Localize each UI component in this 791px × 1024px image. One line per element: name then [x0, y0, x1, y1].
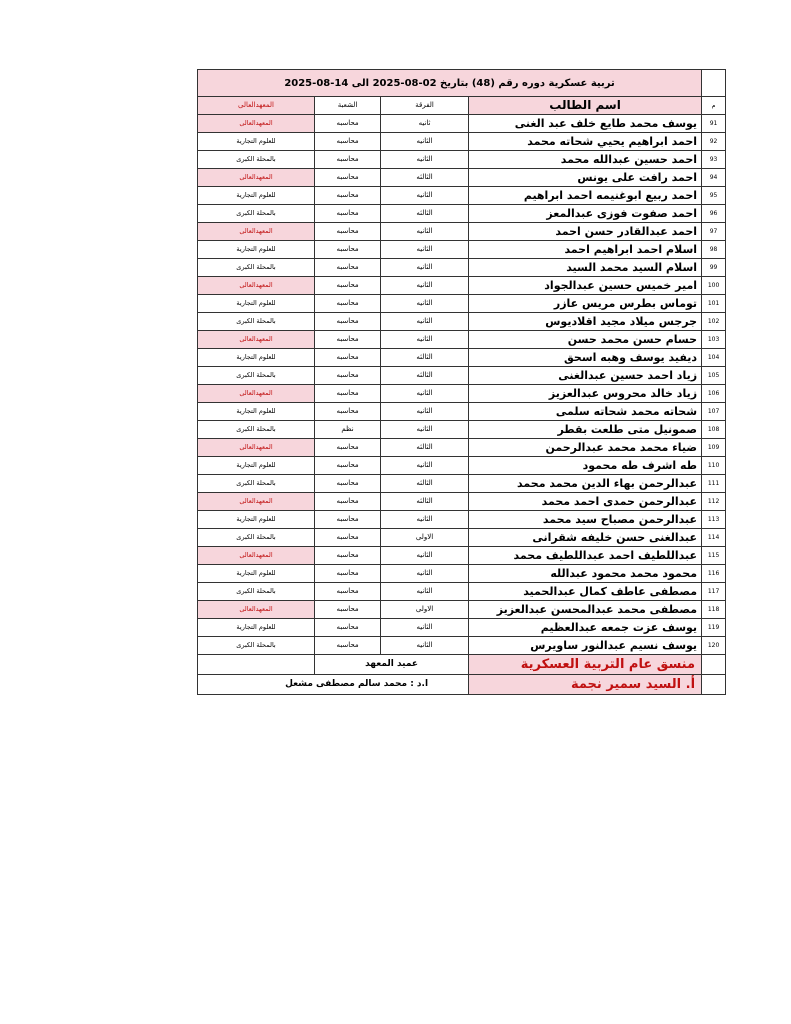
student-row	[198, 565, 726, 583]
student-year: الثانيه	[381, 223, 469, 241]
student-year: ثانيه	[381, 115, 469, 133]
header-year: الفرقة	[381, 97, 469, 115]
student-name: زياد خالد محروس عبدالعزيز	[469, 385, 702, 403]
student-division: محاسبه	[315, 133, 381, 151]
student-name: احمد ربيع ابوغنيمه احمد ابراهيم	[469, 187, 702, 205]
student-num: 118	[702, 601, 726, 619]
title-row	[198, 70, 726, 97]
student-year: الثانيه	[381, 547, 469, 565]
student-num: 104	[702, 349, 726, 367]
header-institute: المعهدالعالى	[198, 97, 315, 115]
footer-row-titles	[198, 655, 726, 675]
student-year: الاولى	[381, 529, 469, 547]
student-row	[198, 439, 726, 457]
student-num: 114	[702, 529, 726, 547]
institute-cell: بالمحلة الكبرى	[198, 259, 315, 277]
student-row	[198, 313, 726, 331]
student-name: محمود محمد محمود عبدالله	[469, 565, 702, 583]
institute-cell: للعلوم التجارية	[198, 403, 315, 421]
student-year: الثانيه	[381, 619, 469, 637]
header-division: الشعبة	[315, 97, 381, 115]
student-num: 110	[702, 457, 726, 475]
student-year: الثانيه	[381, 133, 469, 151]
student-row	[198, 205, 726, 223]
student-year: الثانيه	[381, 403, 469, 421]
institute-cell: بالمحلة الكبرى	[198, 205, 315, 223]
student-year: الثانيه	[381, 565, 469, 583]
student-num: 102	[702, 313, 726, 331]
student-year: الثانيه	[381, 295, 469, 313]
student-division: محاسبه	[315, 637, 381, 655]
coordinator-title: منسق عام التربية العسكرية	[469, 655, 702, 675]
student-name: احمد حسين عبدالله محمد	[469, 151, 702, 169]
student-division: محاسبه	[315, 277, 381, 295]
student-row	[198, 331, 726, 349]
student-division: محاسبه	[315, 547, 381, 565]
student-num: 92	[702, 133, 726, 151]
student-num: 98	[702, 241, 726, 259]
student-division: محاسبه	[315, 439, 381, 457]
student-year: الثالثه	[381, 493, 469, 511]
institute-cell: المعهدالعالى	[198, 601, 315, 619]
institute-cell: بالمحلة الكبرى	[198, 475, 315, 493]
student-year: الثالثه	[381, 349, 469, 367]
institute-cell: المعهدالعالى	[198, 385, 315, 403]
student-year: الثالثه	[381, 475, 469, 493]
student-num: 112	[702, 493, 726, 511]
student-name: عبدالرحمن حمدى احمد محمد	[469, 493, 702, 511]
student-row	[198, 349, 726, 367]
student-row	[198, 169, 726, 187]
student-year: الثالثه	[381, 439, 469, 457]
student-row	[198, 511, 726, 529]
student-division: محاسبه	[315, 475, 381, 493]
student-division: محاسبه	[315, 241, 381, 259]
student-name: حسام حسن محمد حسن	[469, 331, 702, 349]
student-num: 103	[702, 331, 726, 349]
footer-row-names	[198, 675, 726, 695]
student-num: 119	[702, 619, 726, 637]
student-year: الثانيه	[381, 511, 469, 529]
student-division: محاسبه	[315, 349, 381, 367]
student-name: اسلام السيد محمد السيد	[469, 259, 702, 277]
student-division: محاسبه	[315, 205, 381, 223]
student-year: الثانيه	[381, 277, 469, 295]
student-num: 105	[702, 367, 726, 385]
student-num: 107	[702, 403, 726, 421]
institute-cell: المعهدالعالى	[198, 169, 315, 187]
institute-cell: بالمحلة الكبرى	[198, 151, 315, 169]
header-student-name: اسم الطالب	[469, 97, 702, 115]
student-row	[198, 367, 726, 385]
student-row	[198, 151, 726, 169]
student-row	[198, 403, 726, 421]
institute-cell: للعلوم التجارية	[198, 565, 315, 583]
student-year: الثالثه	[381, 169, 469, 187]
header-row	[198, 97, 726, 115]
student-name: عبدالرحمن مصباح سيد محمد	[469, 511, 702, 529]
student-row	[198, 493, 726, 511]
institute-cell: المعهدالعالى	[198, 115, 315, 133]
student-name: عبدالغنى حسن خليفه شقرانى	[469, 529, 702, 547]
student-name: عبدالرحمن بهاء الدين محمد محمد	[469, 475, 702, 493]
student-division: محاسبه	[315, 223, 381, 241]
institute-cell: المعهدالعالى	[198, 331, 315, 349]
student-year: الثانيه	[381, 313, 469, 331]
institute-cell: للعلوم التجارية	[198, 133, 315, 151]
student-division: محاسبه	[315, 619, 381, 637]
dean-name: ا.د : محمد سالم مصطفى مشعل	[198, 675, 469, 695]
student-year: الثانيه	[381, 637, 469, 655]
student-year: الثانيه	[381, 151, 469, 169]
student-name: يوسف محمد طايع خلف عبد الغنى	[469, 115, 702, 133]
institute-cell: المعهدالعالى	[198, 439, 315, 457]
footer-blank-1	[198, 655, 315, 675]
student-row	[198, 421, 726, 439]
student-num: 117	[702, 583, 726, 601]
student-name: مصطفى عاطف كمال عبدالحميد	[469, 583, 702, 601]
student-num: 94	[702, 169, 726, 187]
dean-title: عميد المعهد	[315, 655, 469, 675]
student-name: احمد ابراهيم يحيي شحاته محمد	[469, 133, 702, 151]
student-division: محاسبه	[315, 331, 381, 349]
student-year: الثانيه	[381, 331, 469, 349]
student-name: عبداللطيف احمد عبداللطيف محمد	[469, 547, 702, 565]
student-name: شحاته محمد شحاته سلمى	[469, 403, 702, 421]
student-num: 100	[702, 277, 726, 295]
student-row	[198, 637, 726, 655]
student-name: يوسف عزت جمعه عبدالعظيم	[469, 619, 702, 637]
student-name: امير خميس حسين عبدالجواد	[469, 277, 702, 295]
student-row	[198, 115, 726, 133]
student-division: محاسبه	[315, 367, 381, 385]
student-year: الاولى	[381, 601, 469, 619]
student-num: 93	[702, 151, 726, 169]
student-year: الثالثه	[381, 367, 469, 385]
institute-cell: بالمحلة الكبرى	[198, 421, 315, 439]
footer-corner-2	[702, 675, 726, 695]
student-name: صمونيل متى طلعت بقطر	[469, 421, 702, 439]
student-name: يوسف نسيم عبدالنور ساويرس	[469, 637, 702, 655]
student-year: الثانيه	[381, 421, 469, 439]
student-num: 97	[702, 223, 726, 241]
student-num: 120	[702, 637, 726, 655]
student-row	[198, 187, 726, 205]
student-num: 109	[702, 439, 726, 457]
student-year: الثانيه	[381, 259, 469, 277]
student-roster-table	[197, 69, 726, 695]
student-name: زياد احمد حسين عبدالغنى	[469, 367, 702, 385]
student-rows	[198, 115, 726, 655]
institute-cell: بالمحلة الكبرى	[198, 529, 315, 547]
student-row	[198, 529, 726, 547]
student-division: محاسبه	[315, 151, 381, 169]
institute-cell: بالمحلة الكبرى	[198, 313, 315, 331]
student-num: 108	[702, 421, 726, 439]
student-name: احمد عبدالقادر حسن احمد	[469, 223, 702, 241]
institute-cell: للعلوم التجارية	[198, 187, 315, 205]
student-row	[198, 601, 726, 619]
student-year: الثانيه	[381, 241, 469, 259]
student-division: محاسبه	[315, 295, 381, 313]
student-division: محاسبه	[315, 259, 381, 277]
student-division: محاسبه	[315, 115, 381, 133]
student-num: 96	[702, 205, 726, 223]
title-corner-cell	[702, 70, 726, 97]
student-year: الثانيه	[381, 457, 469, 475]
institute-cell: بالمحلة الكبرى	[198, 637, 315, 655]
institute-cell: للعلوم التجارية	[198, 511, 315, 529]
student-division: محاسبه	[315, 529, 381, 547]
institute-cell: بالمحلة الكبرى	[198, 583, 315, 601]
institute-cell: للعلوم التجارية	[198, 619, 315, 637]
student-row	[198, 619, 726, 637]
student-division: محاسبه	[315, 457, 381, 475]
student-row	[198, 295, 726, 313]
student-name: احمد صفوت فوزى عبدالمعز	[469, 205, 702, 223]
student-num: 95	[702, 187, 726, 205]
student-row	[198, 241, 726, 259]
student-year: الثالثه	[381, 205, 469, 223]
institute-cell: للعلوم التجارية	[198, 349, 315, 367]
student-num: 113	[702, 511, 726, 529]
student-name: اسلام احمد ابراهيم احمد	[469, 241, 702, 259]
student-division: محاسبه	[315, 169, 381, 187]
institute-cell: المعهدالعالى	[198, 547, 315, 565]
student-name: جرجس ميلاد مجيد اقلاديوس	[469, 313, 702, 331]
student-row	[198, 223, 726, 241]
student-name: توماس بطرس مريس عازر	[469, 295, 702, 313]
institute-cell: للعلوم التجارية	[198, 295, 315, 313]
student-year: الثانيه	[381, 583, 469, 601]
student-row	[198, 583, 726, 601]
institute-cell: المعهدالعالى	[198, 277, 315, 295]
institute-cell: المعهدالعالى	[198, 223, 315, 241]
student-row	[198, 259, 726, 277]
student-division: محاسبه	[315, 565, 381, 583]
student-row	[198, 475, 726, 493]
student-num: 99	[702, 259, 726, 277]
student-name: ديفيد يوسف وهبه اسحق	[469, 349, 702, 367]
student-name: مصطفى محمد عبدالمحسن عبدالعزيز	[469, 601, 702, 619]
student-division: محاسبه	[315, 187, 381, 205]
student-division: محاسبه	[315, 385, 381, 403]
student-row	[198, 133, 726, 151]
student-row	[198, 547, 726, 565]
student-division: محاسبه	[315, 403, 381, 421]
student-year: الثانيه	[381, 187, 469, 205]
student-row	[198, 277, 726, 295]
institute-cell: بالمحلة الكبرى	[198, 367, 315, 385]
student-row	[198, 457, 726, 475]
student-division: محاسبه	[315, 493, 381, 511]
student-division: محاسبه	[315, 313, 381, 331]
student-num: 111	[702, 475, 726, 493]
institute-cell: للعلوم التجارية	[198, 241, 315, 259]
student-division: نظم	[315, 421, 381, 439]
institute-cell: المعهدالعالى	[198, 493, 315, 511]
student-division: محاسبه	[315, 601, 381, 619]
student-name: احمد رافت على يونس	[469, 169, 702, 187]
coordinator-name: أ. السيد سمير نجمة	[469, 675, 702, 695]
footer-corner-1	[702, 655, 726, 675]
header-num: م	[702, 97, 726, 115]
institute-cell: للعلوم التجارية	[198, 457, 315, 475]
student-num: 116	[702, 565, 726, 583]
student-division: محاسبه	[315, 511, 381, 529]
course-title: تربية عسكرية دوره رقم (48) بتاريخ 02-08-2025 الى 14-08-2025	[198, 70, 702, 97]
student-num: 101	[702, 295, 726, 313]
student-row	[198, 385, 726, 403]
student-num: 106	[702, 385, 726, 403]
student-division: محاسبه	[315, 583, 381, 601]
student-name: طه اشرف طه محمود	[469, 457, 702, 475]
student-name: ضياء محمد محمد عبدالرحمن	[469, 439, 702, 457]
student-num: 115	[702, 547, 726, 565]
student-year: الثانيه	[381, 385, 469, 403]
student-num: 91	[702, 115, 726, 133]
